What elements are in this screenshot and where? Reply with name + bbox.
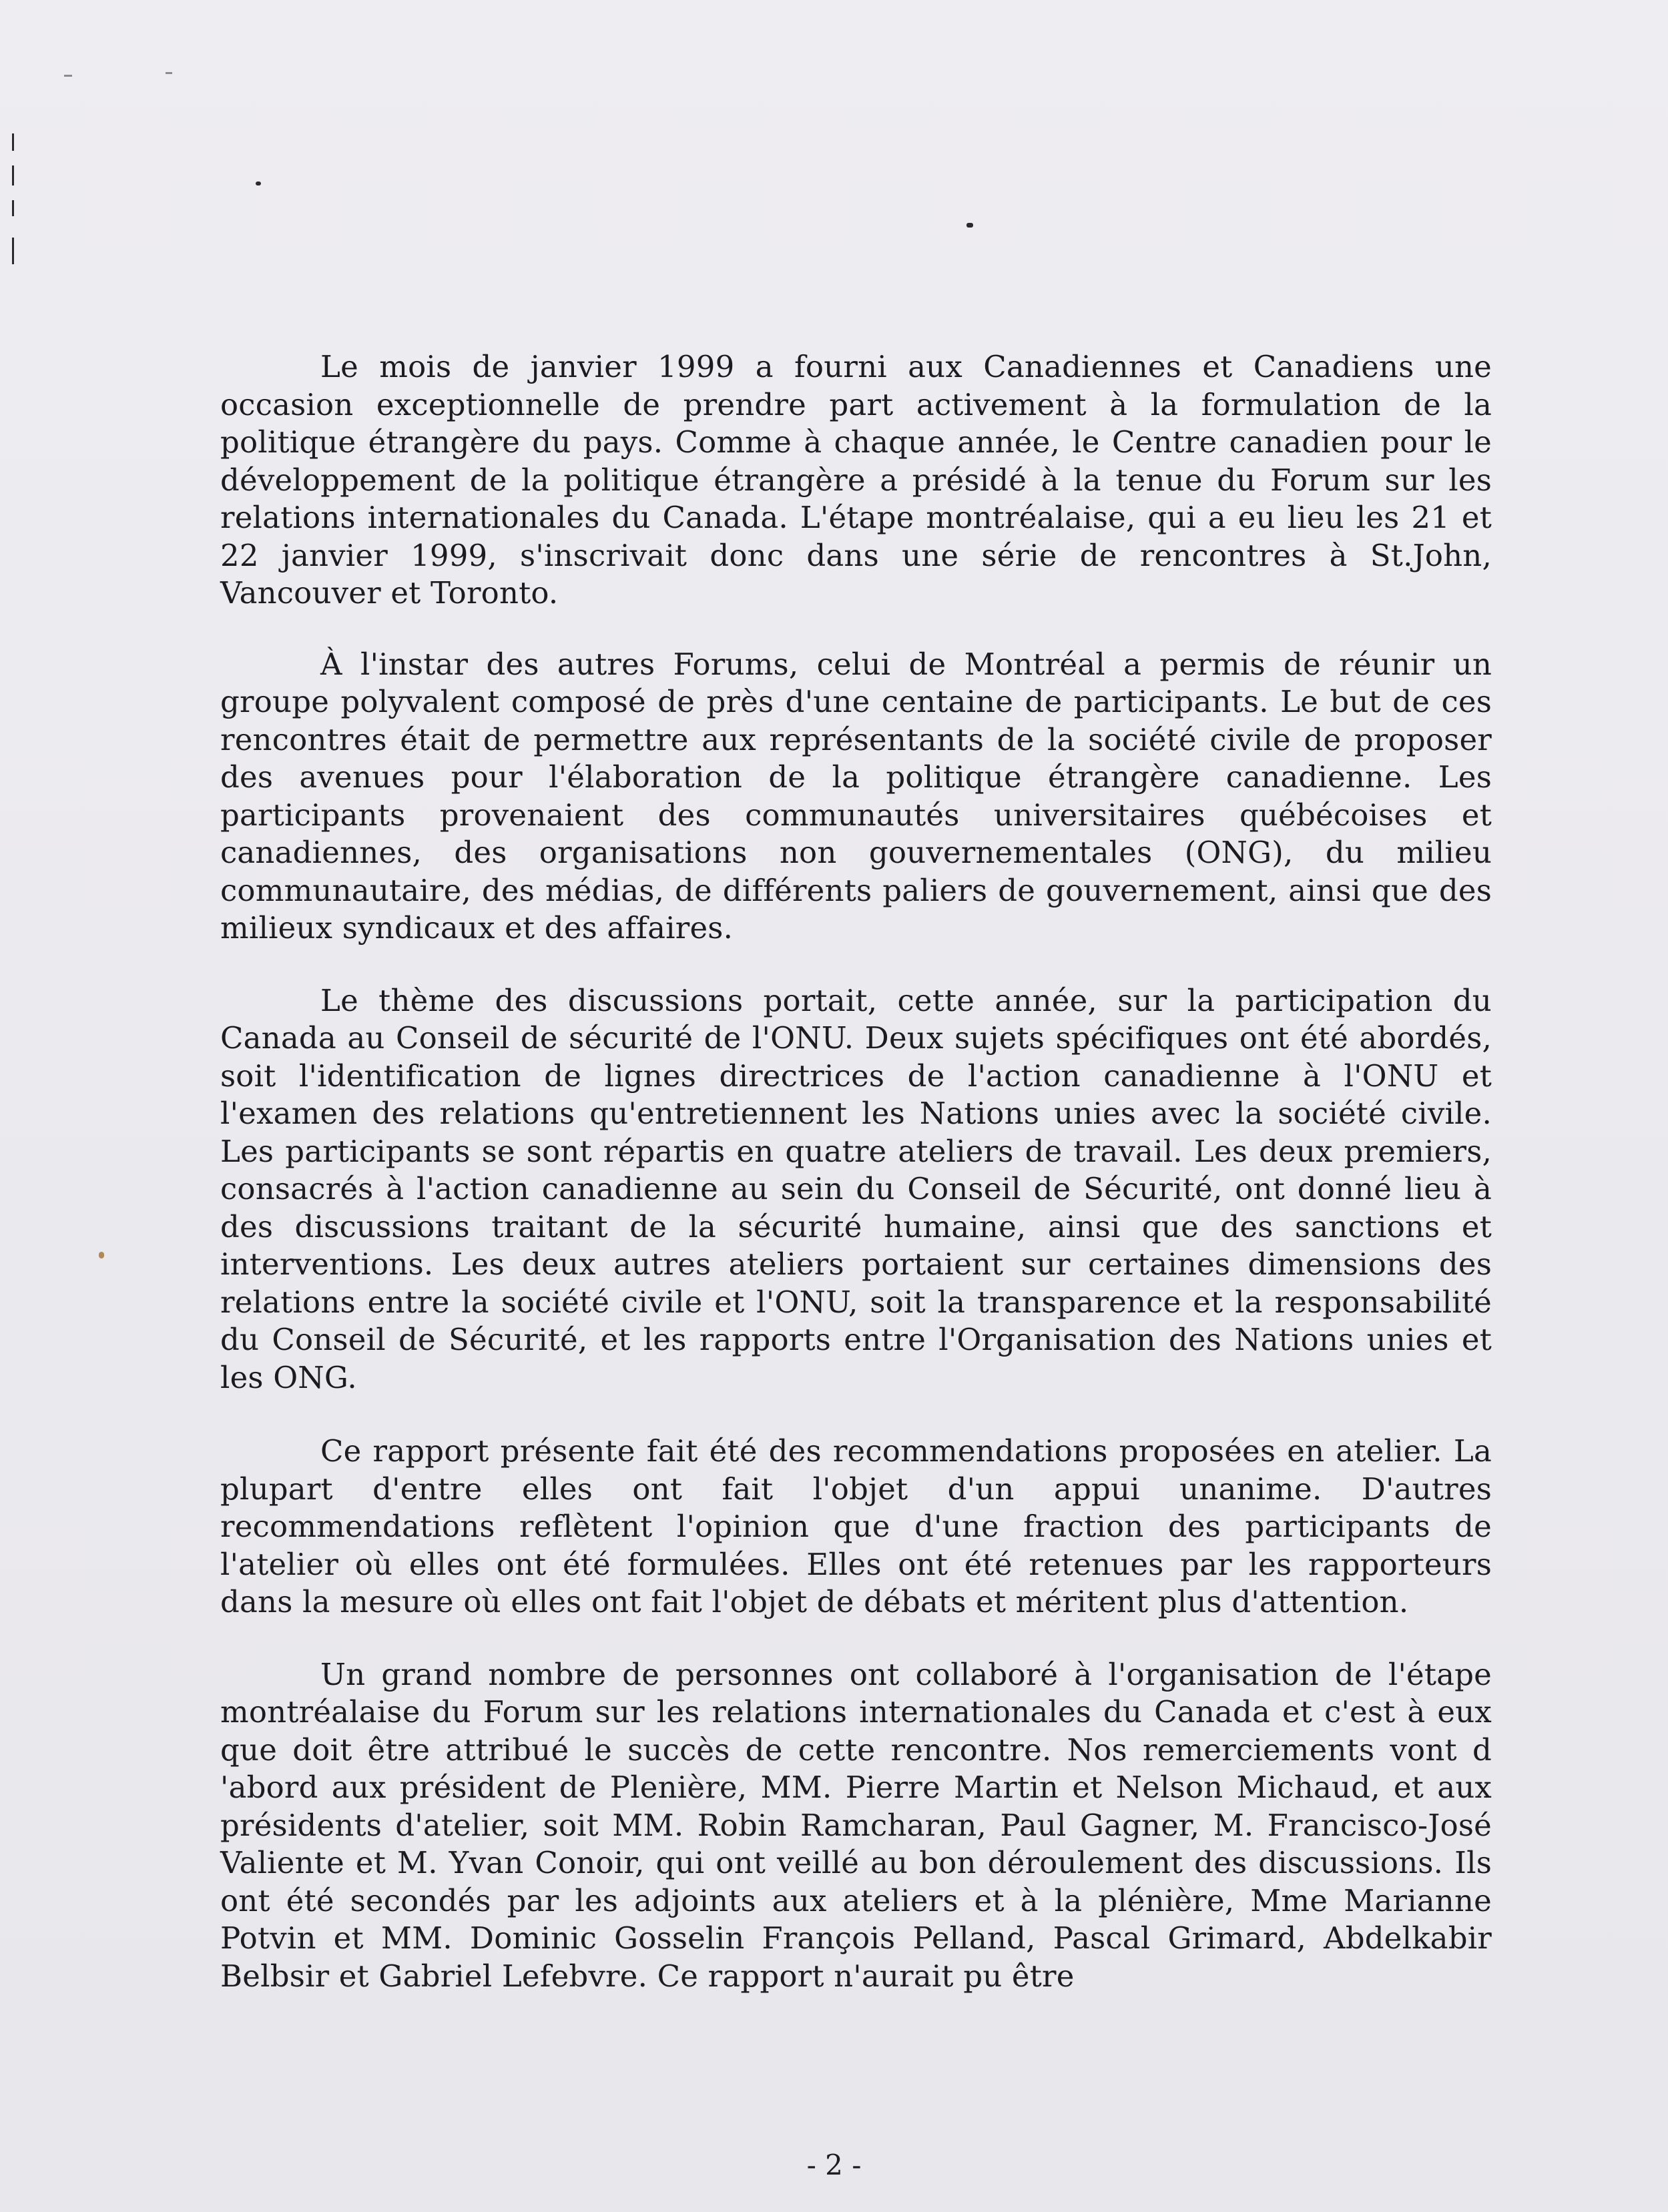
document-body [220, 348, 1492, 1995]
scan-mark-left-1 [12, 133, 14, 151]
paragraph-recommendations: Ce rapport présente fait été des recommendations proposées en atelier. La plupart d'entre elles ont fait l'objet d'un appui unanime. D'autres recommendations reflètent l'opinion que d'une fraction des participants de l'atelier où elles ont été formulées. Elles ont été retenues par les rapporteurs dans la mesure où elles ont fait l'objet de débats et méritent plus d'attention. [220, 1433, 1492, 1619]
scan-speck-3 [256, 181, 261, 186]
scan-mark-left-4 [12, 238, 14, 264]
scan-speck-2 [166, 72, 172, 74]
scan-speck-1 [64, 75, 72, 77]
paragraph-discussion-theme: Le thème des discussions portait, cette année, sur la participation du Canada au Conseil de sécurité de l'ONU. Deux sujets spécifiques ont été abordés, soit l'identification de lignes directrices de l'action canadienne à l'ONU et l'examen des relations qu'entretiennent les Nations unies avec la société civile. Les participants se sont répartis en quatre ateliers de travail. Les deux premiers, consacrés à l'action canadienne au sein du Conseil de Sécurité, ont donné lieu à des discussions traitant de la sécurité humaine, ainsi que des sanctions et interventions. Les deux autres ateliers portaient sur certaines dimensions des relations entre la société civile et l'ONU, soit la transparence et la responsabilité du Conseil de Sécurité, et les rapports entre l'Organisation des Nations unies et les ONG. [220, 982, 1492, 1395]
scan-mark-left-3 [12, 200, 14, 216]
paragraph-acknowledgements: Un grand nombre de personnes ont collaboré à l'organisation de l'étape montréalaise du Forum sur les relations internationales du Canada et c'est à eux que doit être attribué le succès de cette rencontre. Nos remerciements vont d 'abord aux président de Plenière, MM. Pierre Martin et Nelson Michaud, et aux présidents d'atelier, soit MM. Robin Ramcharan, Paul Gagner, M. Francisco-José Valiente et M. Yvan Conoir, qui ont veillé au bon déroulement des discussions. Ils ont été secondés par les adjoints aux ateliers et à la plénière, Mme Marianne Potvin et MM. Dominic Gosselin François Pelland, Pascal Grimard, Abdelkabir Belbsir et Gabriel Lefebvre. Ce rapport n'aurait pu être [220, 1656, 1492, 1994]
scan-mark-left-2 [12, 165, 14, 186]
scan-speck-4 [966, 223, 973, 228]
paragraph-participants: À l'instar des autres Forums, celui de Montréal a permis de réunir un groupe polyvalent composé de près d'une centaine de participants. Le but de ces rencontres était de permettre aux représentants de la société civile de proposer des avenues pour l'élaboration de la politique étrangère canadienne. Les participants provenaient des communautés universitaires québécoises et canadiennes, des organisations non gouvernementales (ONG), du milieu communautaire, des médias, de différents paliers de gouvernement, ainsi que des milieux syndicaux et des affaires. [220, 646, 1492, 946]
scan-speck-5 [99, 1252, 104, 1258]
page-number: - 2 - [806, 2149, 862, 2181]
paragraph-forum-intro: Le mois de janvier 1999 a fourni aux Canadiennes et Canadiens une occasion exceptionnelle de prendre part activement à la formulation de la politique étrangère du pays. Comme à chaque année, le Centre canadien pour le développement de la politique étrangère a présidé à la tenue du Forum sur les relations internationales du Canada. L'étape montréalaise, qui a eu lieu les 21 et 22 janvier 1999, s'inscrivait donc dans une série de rencontres à St.John, Vancouver et Toronto. [220, 349, 1492, 611]
